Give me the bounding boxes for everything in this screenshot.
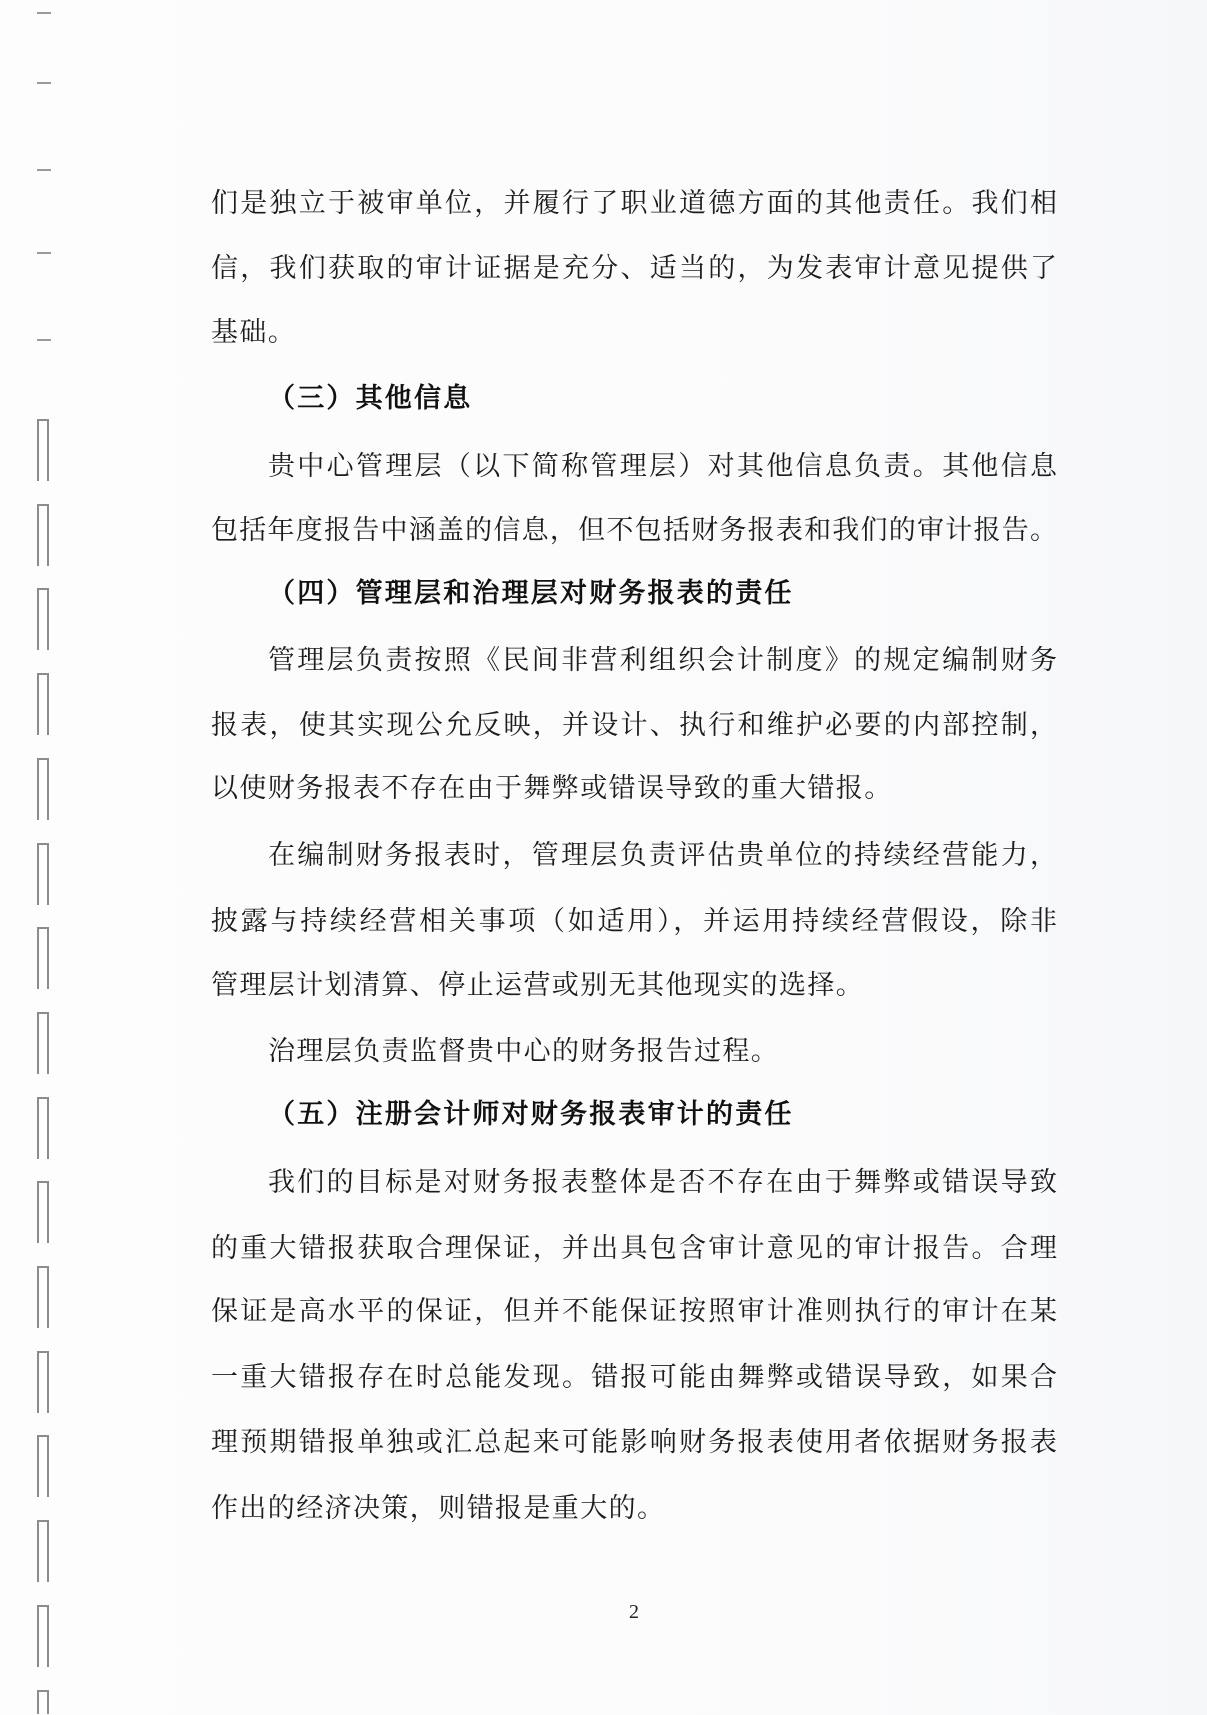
binding-hole-mark bbox=[37, 1605, 49, 1667]
section-heading: （四）管理层和治理层对财务报表的责任 bbox=[268, 578, 794, 609]
binding-hole-mark bbox=[37, 1012, 49, 1074]
text-line: 以使财务报表不存在由于舞弊或错误导致的重大错报。 bbox=[211, 773, 893, 804]
binding-hole-mark bbox=[37, 1181, 49, 1243]
binding-hole-mark bbox=[37, 339, 51, 341]
page-number: 2 bbox=[629, 1601, 639, 1623]
text-line: 保证是高水平的保证，但并不能保证按照审计准则执行的审计在某 bbox=[211, 1296, 1057, 1327]
binding-hole-mark bbox=[37, 1351, 49, 1413]
text-line: 基础。 bbox=[211, 317, 297, 348]
text-line: 作出的经济决策，则错报是重大的。 bbox=[211, 1493, 666, 1524]
text-line: 的重大错报获取合理保证，并出具包含审计意见的审计报告。合理 bbox=[211, 1233, 1057, 1264]
text-line: 治理层负责监督贵中心的财务报告过程。 bbox=[268, 1036, 780, 1067]
text-line: 理预期错报单独或汇总起来可能影响财务报表使用者依据财务报表 bbox=[211, 1427, 1057, 1458]
text-line: 披露与持续经营相关事项（如适用），并运用持续经营假设，除非 bbox=[211, 906, 1057, 937]
binding-hole-mark bbox=[37, 588, 49, 650]
binding-hole-mark bbox=[37, 419, 49, 481]
binding-hole-mark bbox=[37, 169, 51, 171]
text-line: 贵中心管理层（以下简称管理层）对其他信息负责。其他信息 bbox=[268, 451, 1057, 482]
text-line: 一重大错报存在时总能发现。错报可能由舞弊或错误导致，如果合 bbox=[211, 1362, 1057, 1393]
binding-hole-mark bbox=[37, 843, 49, 905]
binding-hole-mark bbox=[37, 927, 49, 989]
binding-hole-mark bbox=[37, 1097, 49, 1159]
text-line: 管理层计划清算、停止运营或别无其他现实的选择。 bbox=[211, 970, 865, 1001]
section-heading: （五）注册会计师对财务报表审计的责任 bbox=[268, 1099, 794, 1130]
text-line: 管理层负责按照《民间非营利组织会计制度》的规定编制财务 bbox=[268, 645, 1057, 676]
text-line: 在编制财务报表时，管理层负责评估贵单位的持续经营能力， bbox=[268, 840, 1057, 871]
binding-hole-mark bbox=[37, 82, 51, 84]
section-heading: （三）其他信息 bbox=[268, 383, 473, 414]
binding-hole-mark bbox=[37, 1435, 49, 1497]
text-line: 报表，使其实现公允反映，并设计、执行和维护必要的内部控制， bbox=[211, 710, 1057, 741]
text-line: 们是独立于被审单位，并履行了职业道德方面的其他责任。我们相 bbox=[211, 188, 1057, 219]
binding-margin bbox=[0, 0, 70, 1715]
text-line: 信，我们获取的审计证据是充分、适当的，为发表审计意见提供了 bbox=[211, 253, 1057, 284]
text-line: 包括年度报告中涵盖的信息，但不包括财务报表和我们的审计报告。 bbox=[211, 515, 1057, 546]
binding-hole-mark bbox=[37, 1266, 49, 1328]
binding-hole-mark bbox=[37, 673, 49, 735]
binding-hole-mark bbox=[37, 12, 51, 14]
binding-hole-mark bbox=[37, 758, 49, 820]
binding-hole-mark bbox=[37, 504, 49, 566]
binding-hole-mark bbox=[37, 1520, 49, 1582]
binding-hole-mark bbox=[37, 252, 51, 254]
binding-hole-mark bbox=[37, 1690, 49, 1714]
text-line: 我们的目标是对财务报表整体是否不存在由于舞弊或错误导致 bbox=[268, 1167, 1057, 1198]
